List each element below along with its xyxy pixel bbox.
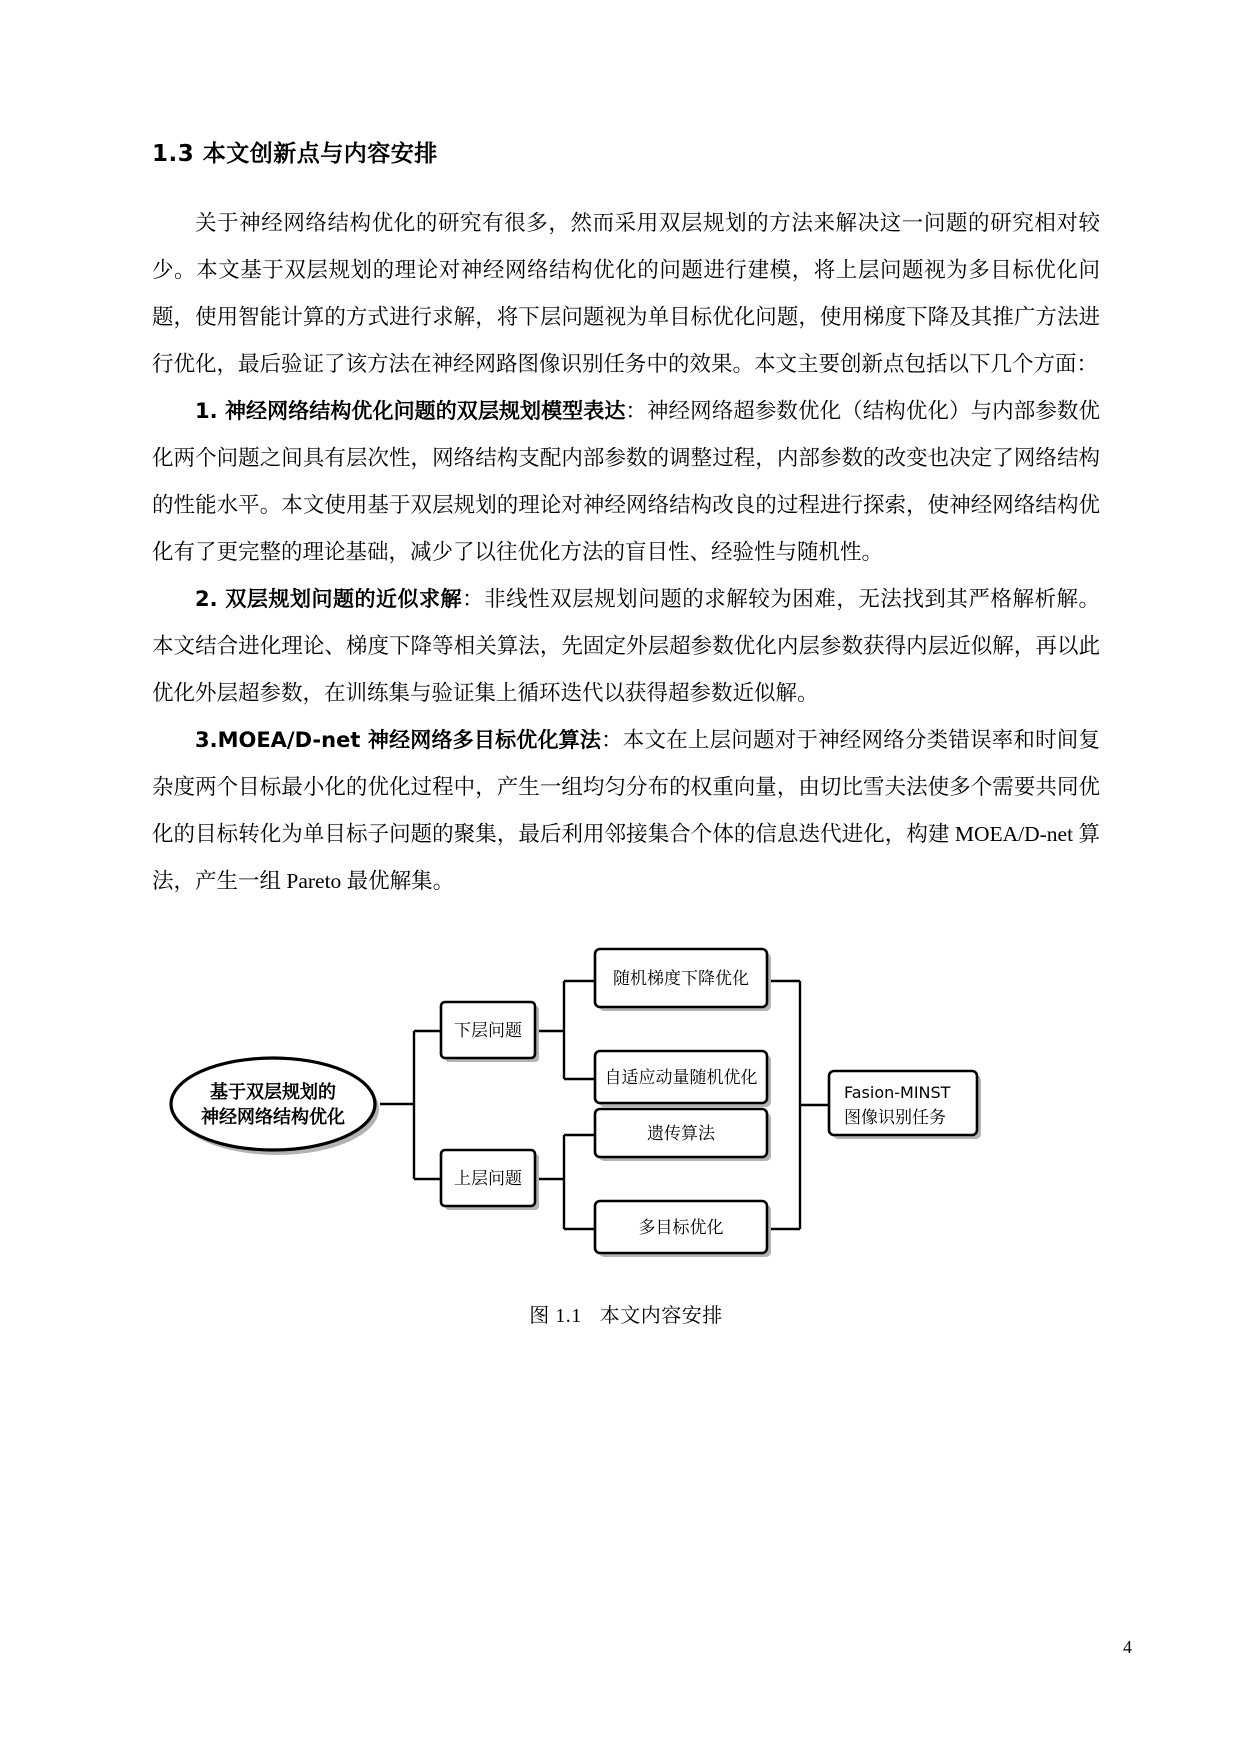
innovation-2-lead: 2. 双层规划问题的近似求解 (195, 586, 463, 611)
node-lower-problem-label: 下层问题 (454, 1020, 522, 1041)
node-sgd-label: 随机梯度下降优化 (613, 968, 749, 989)
content-arrangement-diagram (152, 939, 1100, 1269)
section-heading: 1.3 本文创新点与内容安排 (152, 141, 438, 167)
paragraph-innovation-1 (152, 388, 1100, 576)
node-adaptive-momentum-label: 自适应动量随机优化 (604, 1067, 758, 1088)
innovation-1-lead: 1. 神经网络结构优化问题的双层规划模型表达 (195, 398, 626, 423)
innovation-2-body: ：非线性双层规划问题的求解较为困难，无法找到其严格解析解。本文结合进化理论、梯度下降等相关算法，先固定外层超参数优化内层参数获得内层近似解，再以此优化外层超参数，在训练集与验证集上循环迭代以获得超参数近似解。 (152, 586, 1100, 705)
figure-1-1 (152, 939, 1100, 1269)
innovation-3-lead: 3.MOEA/D-net 神经网络多目标优化算法 (195, 727, 602, 752)
node-task-label-line2: 图像识别任务 (844, 1107, 946, 1128)
paragraph-intro (152, 200, 1100, 388)
figure-caption-text: 本文内容安排 (599, 1304, 723, 1327)
node-multi-objective-label: 多目标优化 (638, 1217, 724, 1238)
node-root[interactable] (171, 1058, 379, 1155)
node-genetic-algorithm-label: 遗传算法 (647, 1123, 715, 1144)
node-lower-problem[interactable] (441, 1002, 539, 1062)
node-adaptive-momentum[interactable] (595, 1051, 771, 1107)
paragraph-innovation-2 (152, 576, 1100, 717)
innovation-3-body: ：本文在上层问题对于神经网络分类错误率和时间复杂度两个目标最小化的优化过程中，产生一组均匀分布的权重向量，由切比雪夫法使多个需要共同优化的目标转化为单目标子问题的聚集，最后利用邻接集合个体的信息迭代进化，构建 MOEA/D-net 算法，产生一组 Pareto 最优解集。 (152, 727, 1100, 893)
node-upper-problem-label: 上层问题 (454, 1168, 522, 1189)
page-number: 4 (1123, 1637, 1132, 1657)
page-content (152, 140, 1100, 1328)
node-task[interactable] (829, 1071, 981, 1139)
node-root-label-line1: 基于双层规划的 (210, 1081, 336, 1103)
figure-caption-number: 图 1.1 (529, 1304, 582, 1327)
node-task-label-line1: Fasion-MINST (844, 1082, 951, 1102)
node-upper-problem[interactable] (441, 1150, 539, 1210)
node-genetic-algorithm[interactable] (595, 1109, 771, 1161)
paragraph-innovation-3 (152, 717, 1100, 905)
node-root-label-line2: 神经网络结构优化 (201, 1106, 345, 1128)
innovation-1-body: ：神经网络超参数优化（结构优化）与内部参数优化两个问题之间具有层次性，网络结构支配内部参数的调整过程，内部参数的改变也决定了网络结构的性能水平。本文使用基于双层规划的理论对神经网络结构改良的过程进行探索，使神经网络结构优化有了更完整的理论基础，减少了以往优化方法的盲目性、经验性与随机性。 (152, 398, 1100, 564)
node-multi-objective[interactable] (595, 1201, 771, 1257)
paragraph-intro-text: 关于神经网络结构优化的研究有很多，然而采用双层规划的方法来解决这一问题的研究相对较少。本文基于双层规划的理论对神经网络结构优化的问题进行建模，将上层问题视为多目标优化问题，使用智能计算的方式进行求解，将下层问题视为单目标优化问题，使用梯度下降及其推广方法进行优化，最后验证了该方法在神经网路图像识别任务中的效果。本文主要创新点包括以下几个方面： (152, 210, 1100, 376)
node-root-shape (171, 1058, 375, 1150)
node-sgd[interactable] (595, 949, 771, 1011)
figure-caption (152, 1299, 1100, 1328)
